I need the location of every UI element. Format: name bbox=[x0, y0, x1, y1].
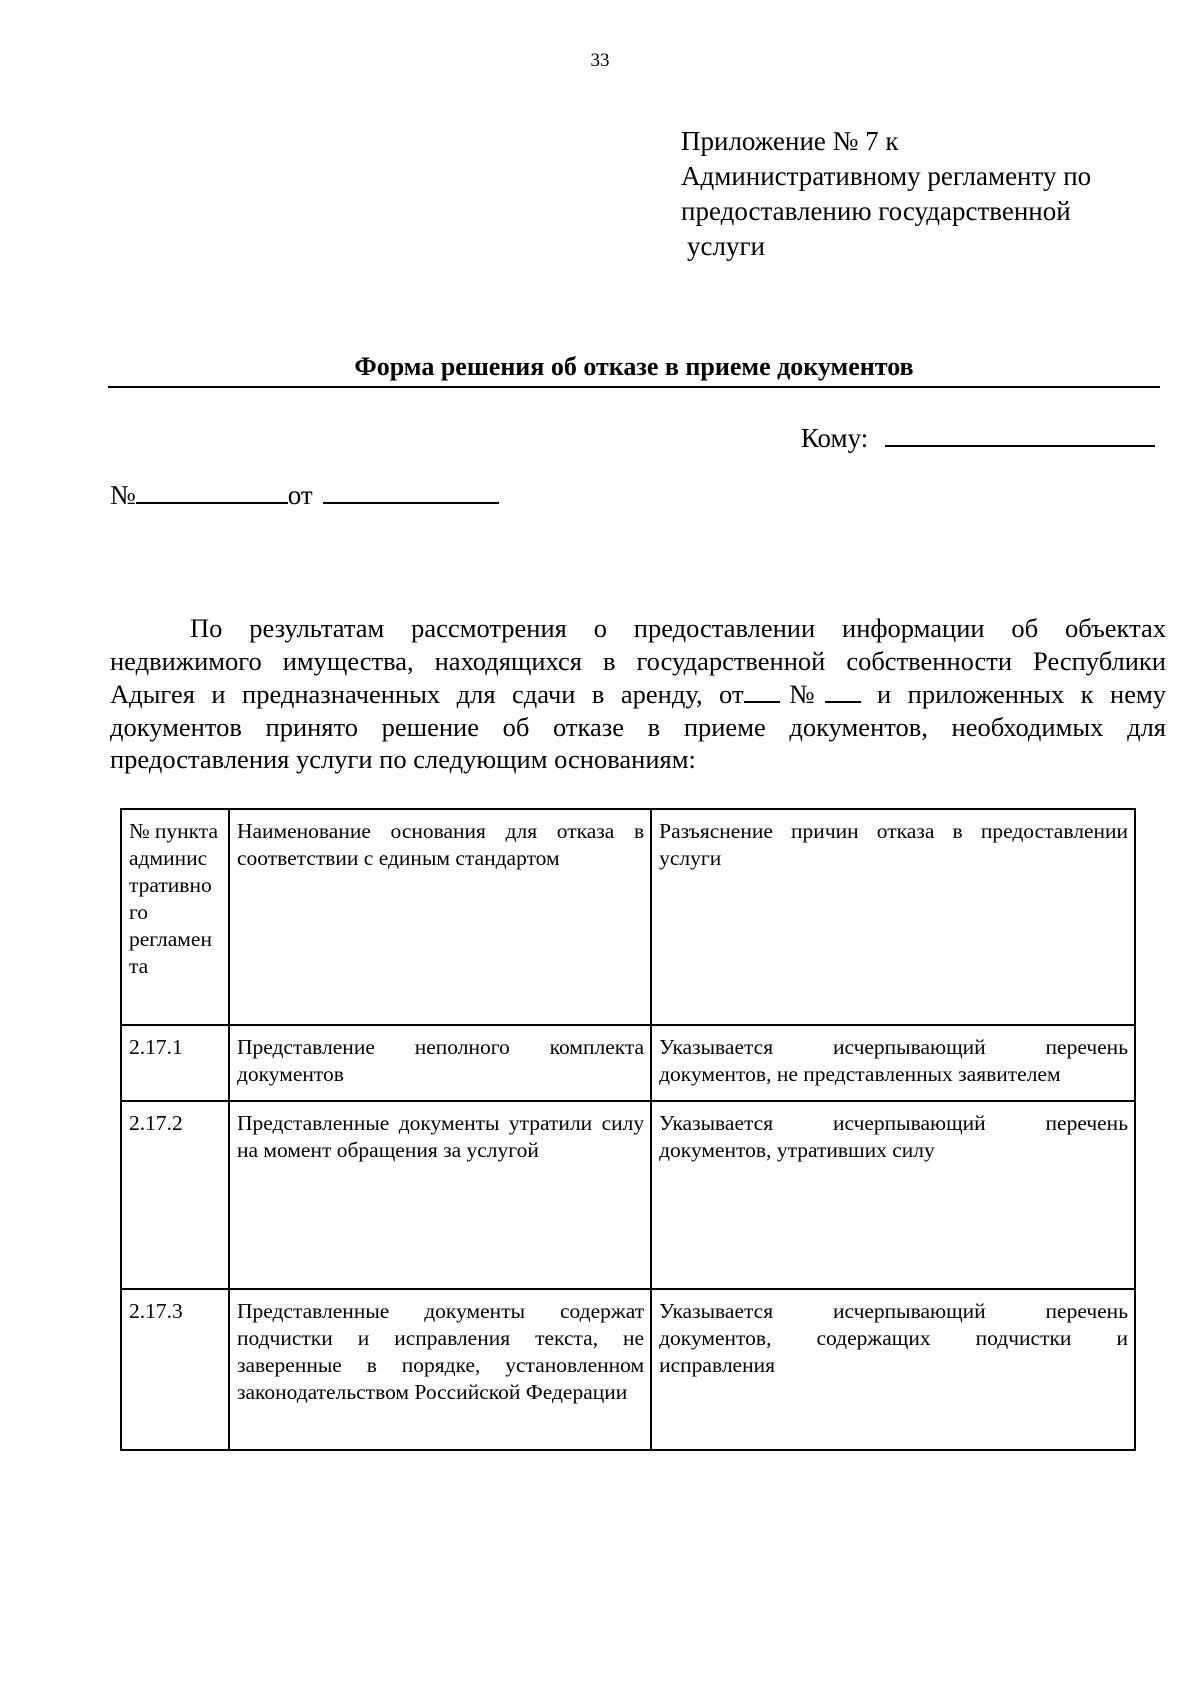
table-row bbox=[121, 1025, 1135, 1101]
appendix-header bbox=[681, 124, 1091, 264]
refusal-grounds-table bbox=[120, 808, 1136, 1451]
appendix-line-2: Административному регламенту по bbox=[681, 161, 1092, 191]
table-row bbox=[121, 1289, 1135, 1450]
appendix-line-4: услуги bbox=[687, 231, 765, 261]
appendix-line-3: предоставлению государственной bbox=[681, 196, 1071, 226]
header-ground-cell: Наименование основания для отказа в соответствии с единым стандартом bbox=[229, 809, 651, 1025]
point-cell: 2.17.3 bbox=[121, 1289, 229, 1450]
explanation-cell: Указывается исчерпывающий перечень документов, не представленных заявителем bbox=[651, 1025, 1135, 1101]
appendix-line-1: Приложение № 7 к bbox=[681, 126, 899, 156]
page-number: 33 bbox=[590, 50, 610, 71]
body-text-part-3: и приложенных к нему документов принято решение об отказе в приеме документов, необходимых для предоставления услуги по следующим основаниям: bbox=[110, 679, 1166, 774]
recipient-line bbox=[801, 419, 1155, 454]
number-blank-field[interactable] bbox=[136, 476, 288, 504]
form-title: Форма решения об отказе в приеме документов bbox=[354, 352, 914, 381]
number-label: № bbox=[110, 480, 136, 510]
ground-cell: Представленные документы содержат подчистки и исправления текста, не заверенные в порядке, установленном законодательством Российской Федерации bbox=[229, 1289, 651, 1450]
number-date-line bbox=[110, 476, 499, 511]
form-title-block bbox=[108, 352, 1160, 388]
body-date-blank[interactable] bbox=[744, 677, 780, 703]
date-label: от bbox=[287, 480, 313, 510]
table-header-row bbox=[121, 809, 1135, 1025]
point-cell: 2.17.2 bbox=[121, 1101, 229, 1289]
body-number-blank[interactable] bbox=[825, 677, 861, 703]
explanation-cell: Указывается исчерпывающий перечень документов, утративших силу bbox=[651, 1101, 1135, 1289]
decision-paragraph bbox=[110, 612, 1166, 776]
header-point-cell: № пункта админис тративно го регламен та bbox=[121, 809, 229, 1025]
recipient-label: Кому: bbox=[800, 423, 869, 453]
body-text-part-1: По результатам рассмотрения о предоставлении информации об объектах недвижимого имущества, находящихся в государственной собственности Республики Адыгея и предназначенных для сдачи в аренду, от bbox=[110, 613, 1166, 709]
recipient-blank-field[interactable] bbox=[885, 419, 1155, 447]
ground-cell: Представленные документы утратили силу на момент обращения за услугой bbox=[229, 1101, 651, 1289]
header-explanation-cell: Разъяснение причин отказа в предоставлении услуги bbox=[651, 809, 1135, 1025]
body-text-part-2: № bbox=[779, 679, 825, 709]
ground-cell: Представление неполного комплекта документов bbox=[229, 1025, 651, 1101]
table-row bbox=[121, 1101, 1135, 1289]
explanation-cell: Указывается исчерпывающий перечень документов, содержащих подчистки и исправления bbox=[651, 1289, 1135, 1450]
date-blank-field[interactable] bbox=[323, 476, 499, 504]
point-cell: 2.17.1 bbox=[121, 1025, 229, 1101]
